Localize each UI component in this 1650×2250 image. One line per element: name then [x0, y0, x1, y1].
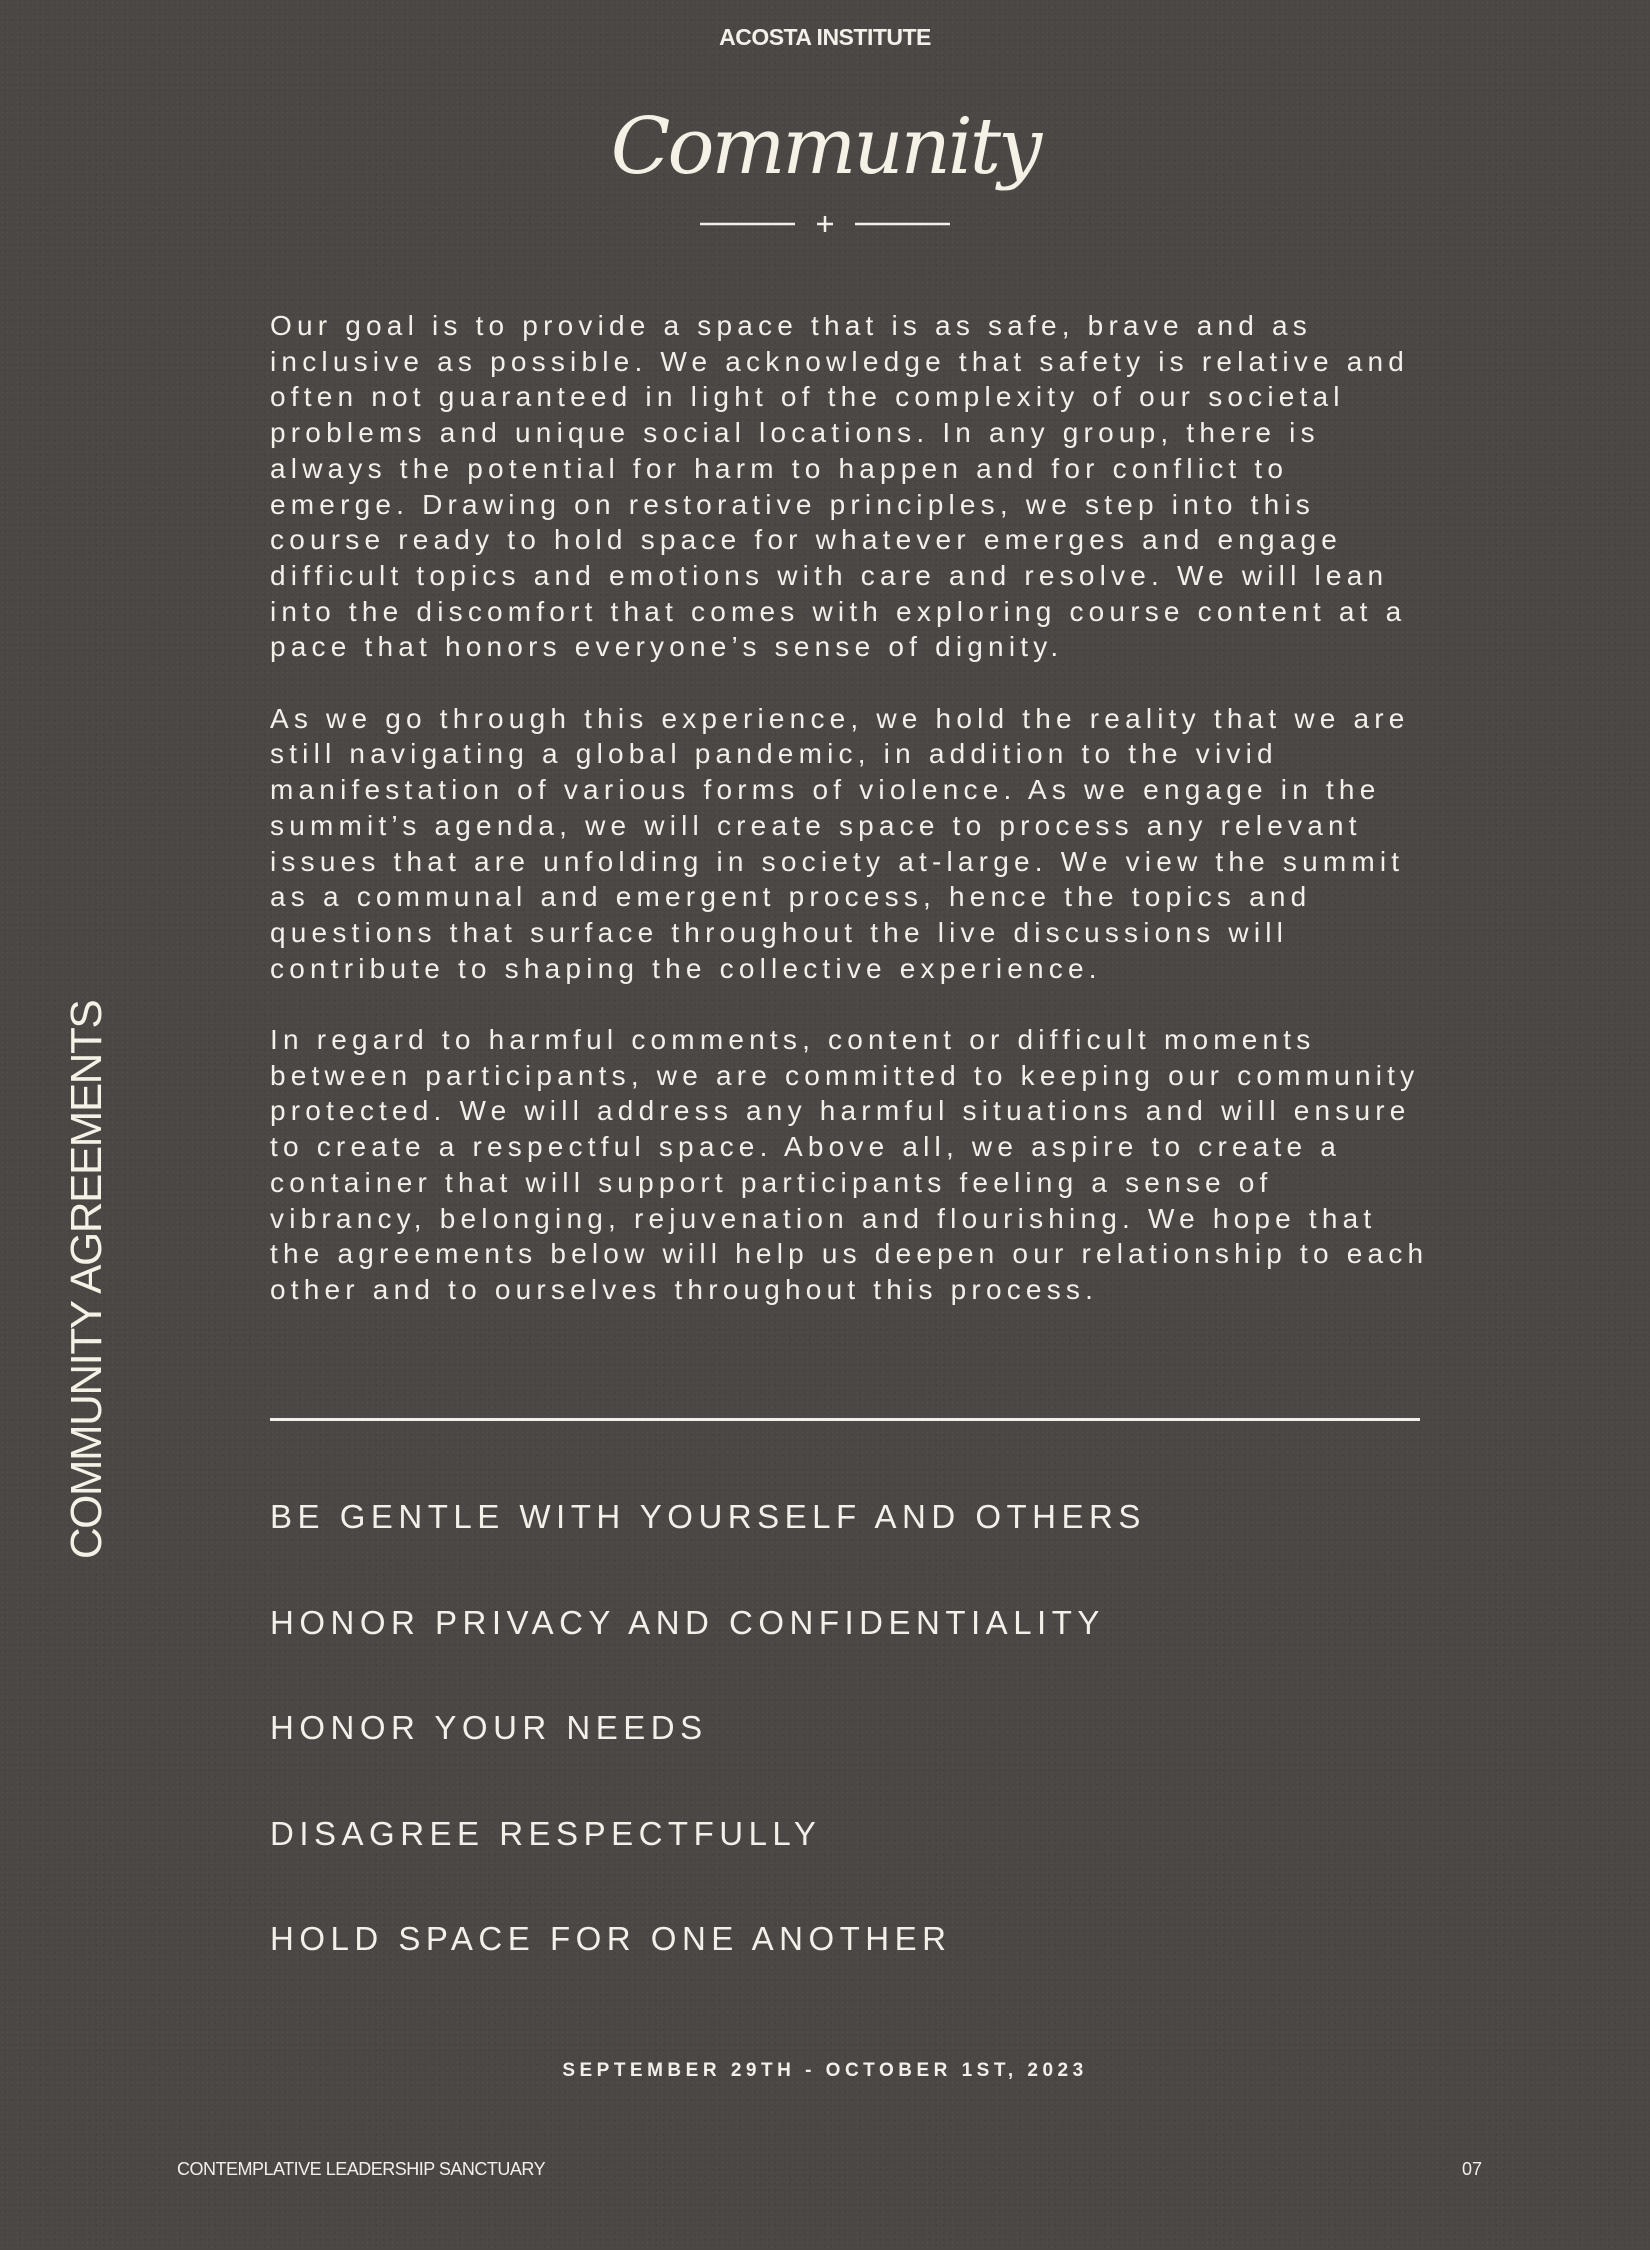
text-line: often not guaranteed in light of the complexity of our societal: [270, 381, 1345, 413]
agreement-item: BE GENTLE WITH YOURSELF AND OTHERS: [270, 1498, 1146, 1535]
text-line: questions that surface throughout the live discussions will: [270, 916, 1289, 948]
text-line: always the potential for harm to happen and for conflict to: [270, 452, 1289, 484]
text-line: other and to ourselves throughout this process.: [270, 1273, 1099, 1305]
footer-event-name: CONTEMPLATIVE LEADERSHIP SANCTUARY: [177, 2159, 546, 2179]
text-line: as a communal and emergent process, hence the topics and: [270, 881, 1312, 913]
paragraph: [270, 1022, 1490, 1308]
event-date-range: SEPTEMBER 29TH - OCTOBER 1ST, 2023: [562, 2060, 1088, 2081]
text-line: emerge. Drawing on restorative principles, we step into this: [270, 488, 1316, 520]
paragraph: [270, 701, 1490, 987]
page-title: Community: [610, 102, 1040, 192]
paragraph: [270, 308, 1490, 665]
text-line: between participants, we are committed to keeping our community: [270, 1059, 1420, 1091]
text-line: to create a respectful space. Above all, we aspire to create a: [270, 1131, 1342, 1163]
agreement-item: DISAGREE RESPECTFULLY: [270, 1814, 822, 1852]
text-line: vibrancy, belonging, rejuvenation and flourishing. We hope that: [270, 1202, 1377, 1234]
text-line: manifestation of various forms of violence. As we engage in the: [270, 774, 1381, 806]
text-line: pace that honors everyone’s sense of dignity.: [270, 631, 1064, 663]
text-line: issues that are unfolding in society at-large. We view the summit: [270, 845, 1405, 877]
text-line: summit’s agenda, we will create space to process any relevant: [270, 809, 1362, 841]
text-line: contribute to shaping the collective experience.: [270, 952, 1102, 984]
agreement-item: HOLD SPACE FOR ONE ANOTHER: [270, 1920, 952, 1957]
text-line: In regard to harmful comments, content or difficult moments: [270, 1024, 1316, 1056]
text-line: into the discomfort that comes with exploring course content at a: [270, 595, 1407, 627]
text-line: problems and unique social locations. In any group, there is: [270, 417, 1320, 449]
side-section-label: COMMUNITY AGREEMENTS: [62, 1000, 111, 1560]
intro-text: [270, 308, 1490, 1343]
page-number: 07: [1462, 2159, 1483, 2179]
agreement-item: HONOR PRIVACY AND CONFIDENTIALITY: [270, 1603, 1105, 1641]
header-org-name: ACOSTA INSTITUTE: [719, 24, 931, 50]
section-divider: [270, 1418, 1420, 1421]
text-line: course ready to hold space for whatever emerges and engage: [270, 524, 1343, 556]
agreements-list: [270, 1497, 1146, 2025]
text-line: difficult topics and emotions with care and resolve. We will lean: [270, 559, 1389, 591]
text-line: inclusive as possible. We acknowledge that safety is relative and: [270, 345, 1410, 377]
text-line: container that will support participants feeling a sense of: [270, 1166, 1273, 1198]
text-line: the agreements below will help us deepen our relationship to each: [270, 1238, 1429, 1270]
agreement-item: HONOR YOUR NEEDS: [270, 1709, 708, 1746]
text-line: protected. We will address any harmful situations and will ensure: [270, 1095, 1411, 1127]
plus-divider-icon: [700, 206, 950, 242]
text-line: still navigating a global pandemic, in addition to the vivid: [270, 738, 1278, 770]
text-line: Our goal is to provide a space that is as safe, brave and as: [270, 310, 1312, 341]
text-line: As we go through this experience, we hold the reality that we are: [270, 702, 1410, 734]
